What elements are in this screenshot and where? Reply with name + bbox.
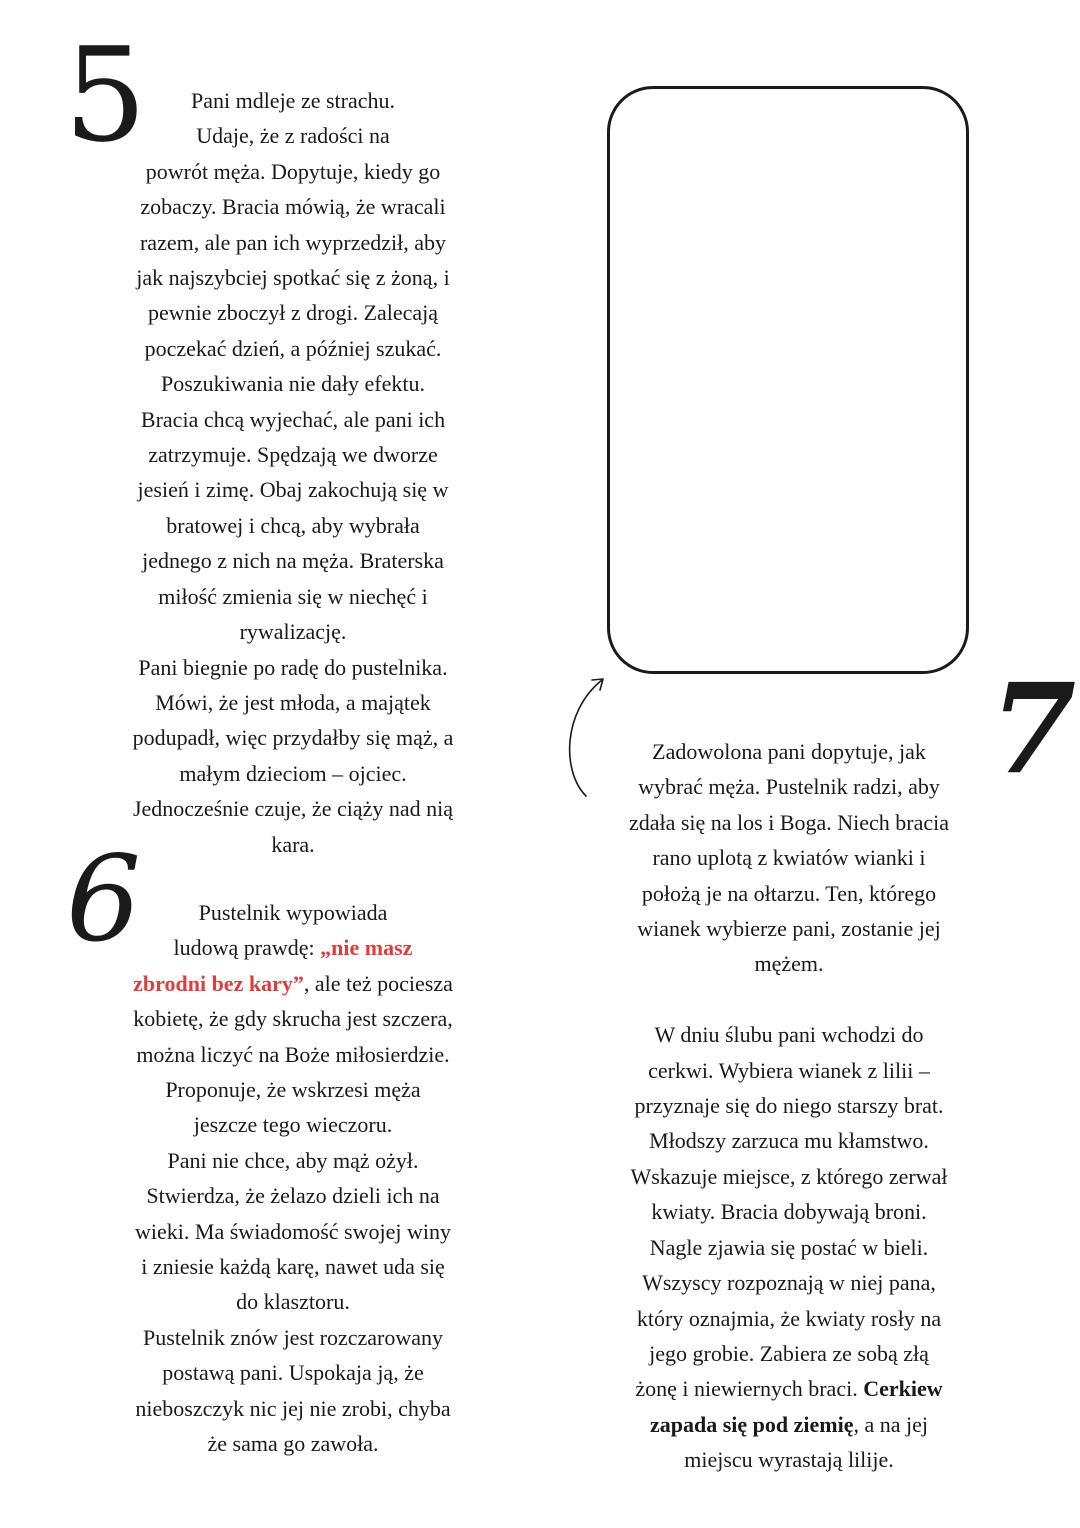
s6-line: postawą pani. Uspokaja ją, że [162, 1360, 424, 1386]
s7-line: kwiaty. Bracia dobywają broni. [651, 1199, 927, 1225]
section-number-5: 5 [64, 19, 147, 171]
s6-line: kobietę, że gdy skrucha jest szczera, [133, 1006, 453, 1032]
s6-line: i zniesie każdą karę, nawet uda się [141, 1254, 445, 1280]
s7-line: Wskazuje miejsce, z którego zerwał [630, 1163, 948, 1189]
s5-line: jak najszybciej spotkać się z żoną, i [136, 265, 450, 291]
s6-line: że sama go zawoła. [207, 1431, 379, 1457]
s6-line: można liczyć na Boże miłosierdzie. [136, 1041, 450, 1067]
s5-line: Pani biegnie po radę do pustelnika. [138, 654, 448, 680]
s7-line: położą je na ołtarzu. Ten, którego [641, 880, 937, 906]
s5-line: pewnie zboczył z drogi. Zalecają [147, 300, 439, 326]
s7-line: przyznaje się do niego starszy brat. [634, 1093, 944, 1119]
s7-line: miejscu wyrastają lilije. [684, 1447, 894, 1473]
s5-line: Mówi, że jest młoda, a majątek [155, 689, 431, 715]
s5-line: powrót męża. Dopytuje, kiedy go [145, 158, 441, 184]
s7-line: W dniu ślubu pani wchodzi do [654, 1022, 924, 1048]
s5-line: jednego z nich na męża. Braterska [142, 548, 444, 574]
s6-line [100, 966, 486, 1001]
s5-line: Poszukiwania nie dały efektu. [161, 371, 425, 397]
s6-line: Pustelnik wypowiada [198, 900, 388, 925]
s6-line: wieki. Ma świadomość swojej winy [135, 1218, 451, 1244]
s6-line-post: , ale też pociesza [303, 970, 453, 996]
s7-blank-line [594, 982, 984, 1017]
s7-line: mężem. [754, 951, 824, 977]
s6-line [100, 930, 486, 965]
highlight-quote: „nie masz [320, 935, 413, 961]
bold-phrase: zapada się pod ziemię [649, 1411, 854, 1437]
s6-line: do klasztoru. [236, 1289, 350, 1315]
s5-line: zatrzymuje. Spędzają we dworze [148, 442, 438, 468]
s7-line: wybrać męża. Pustelnik radzi, aby [638, 774, 940, 800]
s5-line: Pani mdleje ze strachu. [190, 88, 396, 113]
s5-line: Udaje, że z radości na [196, 123, 390, 149]
s5-line: Bracia chcą wyjechać, ale pani ich [140, 406, 446, 432]
s7-line [594, 1407, 984, 1442]
s5-line: poczekać dzień, a później szukać. [144, 335, 442, 361]
s6-line: nieboszczyk nic jej nie zrobi, chyba [135, 1395, 451, 1421]
s6-line: Pani nie chce, aby mąż ożył. [167, 1147, 419, 1173]
s6-line: jeszcze tego wieczoru. [193, 1112, 393, 1138]
s6-line: Stwierdza, że żelazo dzieli ich na [146, 1183, 440, 1209]
s7-line: cerkwi. Wybiera wianek z lilii – [648, 1057, 930, 1083]
s5-line: bratowej i chcą, aby wybrała [166, 512, 420, 538]
s7-line: wianek wybierze pani, zostanie jej [637, 916, 941, 942]
s7-line: zdała się na los i Boga. Niech bracia [628, 809, 950, 835]
s7-line: jego grobie. Zabiera ze sobą złą [649, 1340, 929, 1366]
s7-line-post: , a na jej [853, 1411, 929, 1437]
s5-line: miłość zmienia się w niechęć i [158, 583, 428, 609]
s5-line: razem, ale pan ich wyprzedził, aby [139, 229, 446, 255]
bold-phrase: Cerkiew [863, 1376, 943, 1402]
s7-line-pre: żonę i niewiernych braci. [635, 1376, 864, 1402]
s5-line: Jednocześnie czuje, że ciąży nad nią [132, 796, 454, 822]
section-number-7: 7 [990, 657, 1077, 802]
s5-line: kara. [271, 831, 315, 857]
s7-line: który oznajmia, że kwiaty rosły na [636, 1305, 942, 1331]
quote-box [607, 86, 969, 674]
highlight-quote: zbrodni bez kary” [133, 970, 304, 996]
section-5-text [102, 83, 484, 862]
s5-line: małym dzieciom – ojciec. [179, 760, 407, 786]
s7-line [594, 1371, 984, 1406]
s7-line: Zadowolona pani dopytuje, jak [652, 739, 926, 764]
s5-line: podupadł, więc przydałby się mąż, a [132, 725, 454, 751]
s7-line: Nagle zjawia się postać w bieli. [649, 1234, 929, 1260]
s5-line: zobaczy. Bracia mówią, że wracali [140, 194, 446, 220]
section-number-6: 6 [66, 830, 142, 968]
s6-line: Proponuje, że wskrzesi męża [165, 1077, 421, 1103]
section-6-text [100, 895, 486, 1462]
s7-line: Młodszy zarzuca mu kłamstwo. [649, 1128, 929, 1154]
section-7-text [594, 734, 984, 1478]
s6-line-pre: ludową prawdę: [173, 935, 321, 961]
s6-line: Pustelnik znów jest rozczarowany [143, 1324, 443, 1350]
s7-line: rano uplotą z kwiatów wianki i [652, 845, 926, 871]
s7-line: Wszyscy rozpoznają w niej pana, [642, 1270, 936, 1296]
s5-line: rywalizację. [239, 619, 347, 645]
s5-line: jesień i zimę. Obaj zakochują się w [137, 477, 449, 503]
